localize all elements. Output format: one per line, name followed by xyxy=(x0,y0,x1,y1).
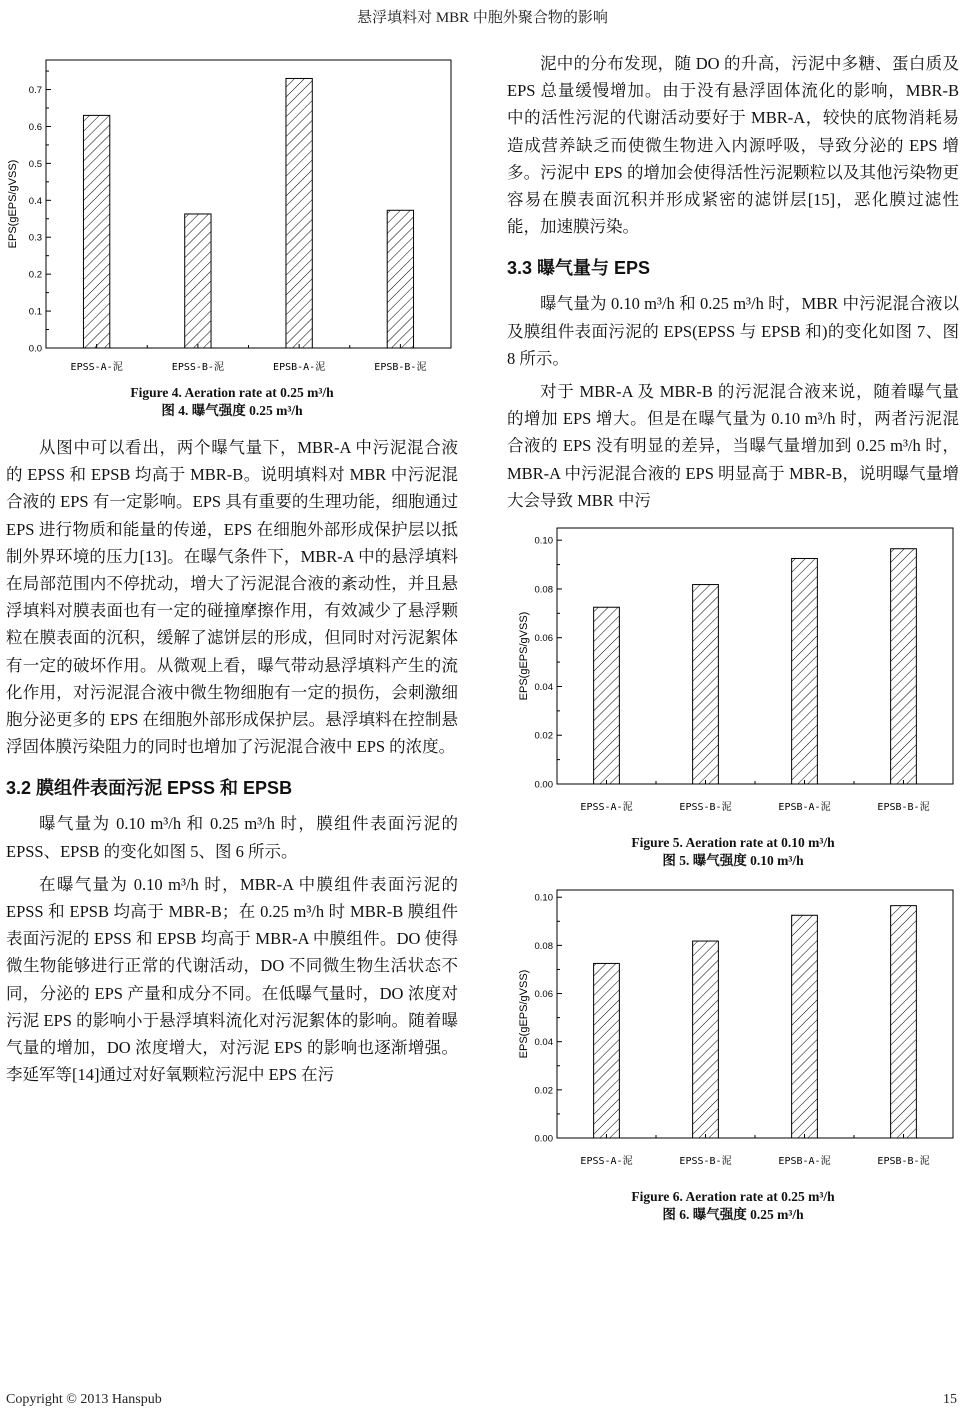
y-tick-label: 0.7 xyxy=(28,85,42,97)
x-category-label: EPSB-B-泥 xyxy=(877,802,930,814)
x-category-label: EPSS-A-泥 xyxy=(580,1156,633,1168)
figure-5-caption-cn: 图 5. 曝气强度 0.10 m³/h xyxy=(662,853,804,869)
y-tick-label: 0.10 xyxy=(534,535,553,547)
y-tick-label: 0.0 xyxy=(28,343,42,355)
figure-5-chart xyxy=(507,520,959,830)
x-category-label: EPSB-A-泥 xyxy=(778,802,831,814)
y-tick-label: 0.06 xyxy=(534,989,553,1001)
figure-4-caption-en: Figure 4. Aeration rate at 0.25 m³/h xyxy=(130,385,334,400)
y-tick-label: 0.3 xyxy=(28,232,42,244)
y-axis-label: EPS(gEPS/gVSS) xyxy=(518,969,530,1059)
right-paragraph-2: 曝气量为 0.10 m³/h 和 0.25 m³/h 时，MBR 中污泥混合液以及膜组件表面污泥的 EPS(EPSS 与 EPSB 和)的变化如图 7、图 8 所示。 xyxy=(507,294,959,368)
x-category-label: EPSB-A-泥 xyxy=(273,362,326,373)
x-category-label: EPSS-A-泥 xyxy=(580,802,633,814)
figure-6-chart xyxy=(507,884,959,1184)
y-tick-label: 0.00 xyxy=(534,1133,553,1145)
y-tick-label: 0.02 xyxy=(534,730,553,742)
bar-1 xyxy=(594,607,620,784)
bar-3 xyxy=(792,915,818,1138)
bar-3 xyxy=(792,559,818,785)
figure-6-caption xyxy=(507,1188,959,1224)
y-tick-label: 0.04 xyxy=(534,1037,553,1049)
figure-5-caption-en: Figure 5. Aeration rate at 0.10 m³/h xyxy=(631,835,835,851)
bar-1 xyxy=(83,115,109,348)
y-tick-label: 0.4 xyxy=(28,195,42,207)
figure-4-caption-cn: 图 4. 曝气强度 0.25 m³/h xyxy=(161,403,303,418)
y-axis-label: EPS(gEPS/gVSS) xyxy=(518,611,530,701)
y-tick-label: 0.08 xyxy=(534,584,553,596)
y-tick-label: 0.04 xyxy=(534,682,553,694)
page-footer xyxy=(6,1392,957,1408)
x-category-label: EPSS-A-泥 xyxy=(70,362,123,373)
y-tick-label: 0.5 xyxy=(28,158,42,170)
right-paragraph-3: 对于 MBR-A 及 MBR-B 的污泥混合液来说，随着曝气量的增加 EPS 增大。但是在曝气量为 0.10 m³/h 时，两者污泥混合液的 EPS 没有明显的差异，当曝气量增加到 0.25 m³/h 时，MBR-A 中污泥混合液的 EPS 明显高于 MBR-B，说明曝气量增大会导致 MBR 中污 xyxy=(507,382,959,510)
figure-6-caption-en: Figure 6. Aeration rate at 0.25 m³/h xyxy=(631,1189,835,1205)
right-column xyxy=(507,50,959,1238)
x-category-label: EPSS-B-泥 xyxy=(171,362,224,373)
y-tick-label: 0.00 xyxy=(534,779,553,791)
section-heading-3-3: 3.3 曝气量与 EPS xyxy=(507,258,651,279)
page-number: 15 xyxy=(943,1392,957,1407)
left-column xyxy=(6,50,458,1094)
y-axis-label: EPS(gEPS/gVSS) xyxy=(7,159,19,249)
bar-3 xyxy=(286,78,312,348)
figure-5-caption xyxy=(507,834,959,870)
bar-2 xyxy=(693,941,719,1138)
bar-4 xyxy=(891,549,917,784)
left-paragraph-3: 在曝气量为 0.10 m³/h 时，MBR-A 中膜组件表面污泥的 EPSS 和 EPSB 均高于 MBR-B；在 0.25 m³/h 时 MBR-B 膜组件表面污泥的 EPSS 和 EPSB 均高于 MBR-A 中膜组件。DO 使得微生物能够进行正常的代谢活动，DO 不同微生物生活状态不同，分泌的 EPS 产量和成分不同。在低曝气量时，DO 浓度对污泥 EPS 的影响小于悬浮填料流化对污泥絮体的影响。随着曝气量的增加，DO 浓度增大，对污泥 EPS 的影响也逐渐增强。李延军等[14]通过对好氧颗粒污泥中 EPS 在污 xyxy=(6,874,458,1085)
x-category-label: EPSS-B-泥 xyxy=(679,1156,732,1168)
bar-4 xyxy=(891,906,917,1138)
right-paragraph-1: 泥中的分布发现，随 DO 的升高，污泥中多糖、蛋白质及 EPS 总量缓慢增加。由于没有悬浮固体流化的影响，MBR-B 中的活性污泥的代谢活动要好于 MBR-A，较快的底物消耗易造成营养缺乏而使微生物进入内源呼吸，导致分泌的 EPS 增多。污泥中 EPS 的增加会使得活性污泥颗粒以及其他污染物更容易在膜表面沉积并形成紧密的滤饼层[15]，恶化膜过滤性能，加速膜污染。 xyxy=(507,54,959,237)
x-category-label: EPSB-B-泥 xyxy=(877,1156,930,1168)
y-tick-label: 0.08 xyxy=(534,940,553,952)
y-tick-label: 0.6 xyxy=(28,121,42,133)
left-paragraph-1: 从图中可以看出，两个曝气量下，MBR-A 中污泥混合液的 EPSS 和 EPSB 均高于 MBR-B。说明填料对 MBR 中污泥混合液的 EPS 有一定影响。EPS 具有重要的生理功能，细胞通过 EPS 进行物质和能量的传递，EPS 在细胞外部形成保护层以抵制外界环境的压力[13]。在曝气条件下，MBR-A 中的悬浮填料在局部范围内不停扰动，增大了污泥混合液的紊动性，并且悬浮填料对膜表面也有一定的碰撞摩擦作用，有效减少了悬浮颗粒在膜表面的沉积，缓解了滤饼层的形成，但同时对污泥絮体有一定的破坏作用。从微观上看，曝气带动悬浮填料产生的流化作用，对污泥混合液中微生物细胞有一定的损伤，会刺激细胞分泌更多的 EPS 在细胞外部形成保护层。悬浮填料在控制悬浮固体膜污染阻力的同时也增加了污泥混合液中 EPS 的浓度。 xyxy=(6,438,458,757)
bar-2 xyxy=(185,214,211,348)
bar-2 xyxy=(693,585,719,784)
y-tick-label: 0.06 xyxy=(534,633,553,645)
y-tick-label: 0.1 xyxy=(28,306,42,318)
running-head: 悬浮填料对 MBR 中胞外聚合物的影响 xyxy=(357,10,608,26)
y-tick-label: 0.10 xyxy=(534,892,553,904)
figure-6-caption-cn: 图 6. 曝气强度 0.25 m³/h xyxy=(662,1207,804,1223)
figure-4-caption xyxy=(6,384,458,420)
section-heading-3-2: 3.2 膜组件表面污泥 EPSS 和 EPSB xyxy=(6,778,293,799)
bar-1 xyxy=(594,963,620,1138)
copyright-text: Copyright © 2013 Hanspub xyxy=(6,1392,162,1407)
bar-4 xyxy=(387,210,413,348)
x-category-label: EPSB-A-泥 xyxy=(778,1156,831,1168)
y-tick-label: 0.02 xyxy=(534,1085,553,1097)
x-category-label: EPSS-B-泥 xyxy=(679,802,732,814)
x-category-label: EPSB-B-泥 xyxy=(374,362,427,373)
y-tick-label: 0.2 xyxy=(28,269,42,281)
left-paragraph-2: 曝气量为 0.10 m³/h 和 0.25 m³/h 时，膜组件表面污泥的 EPSS、EPSB 的变化如图 5、图 6 所示。 xyxy=(6,814,458,861)
figure-4-chart xyxy=(6,50,458,380)
